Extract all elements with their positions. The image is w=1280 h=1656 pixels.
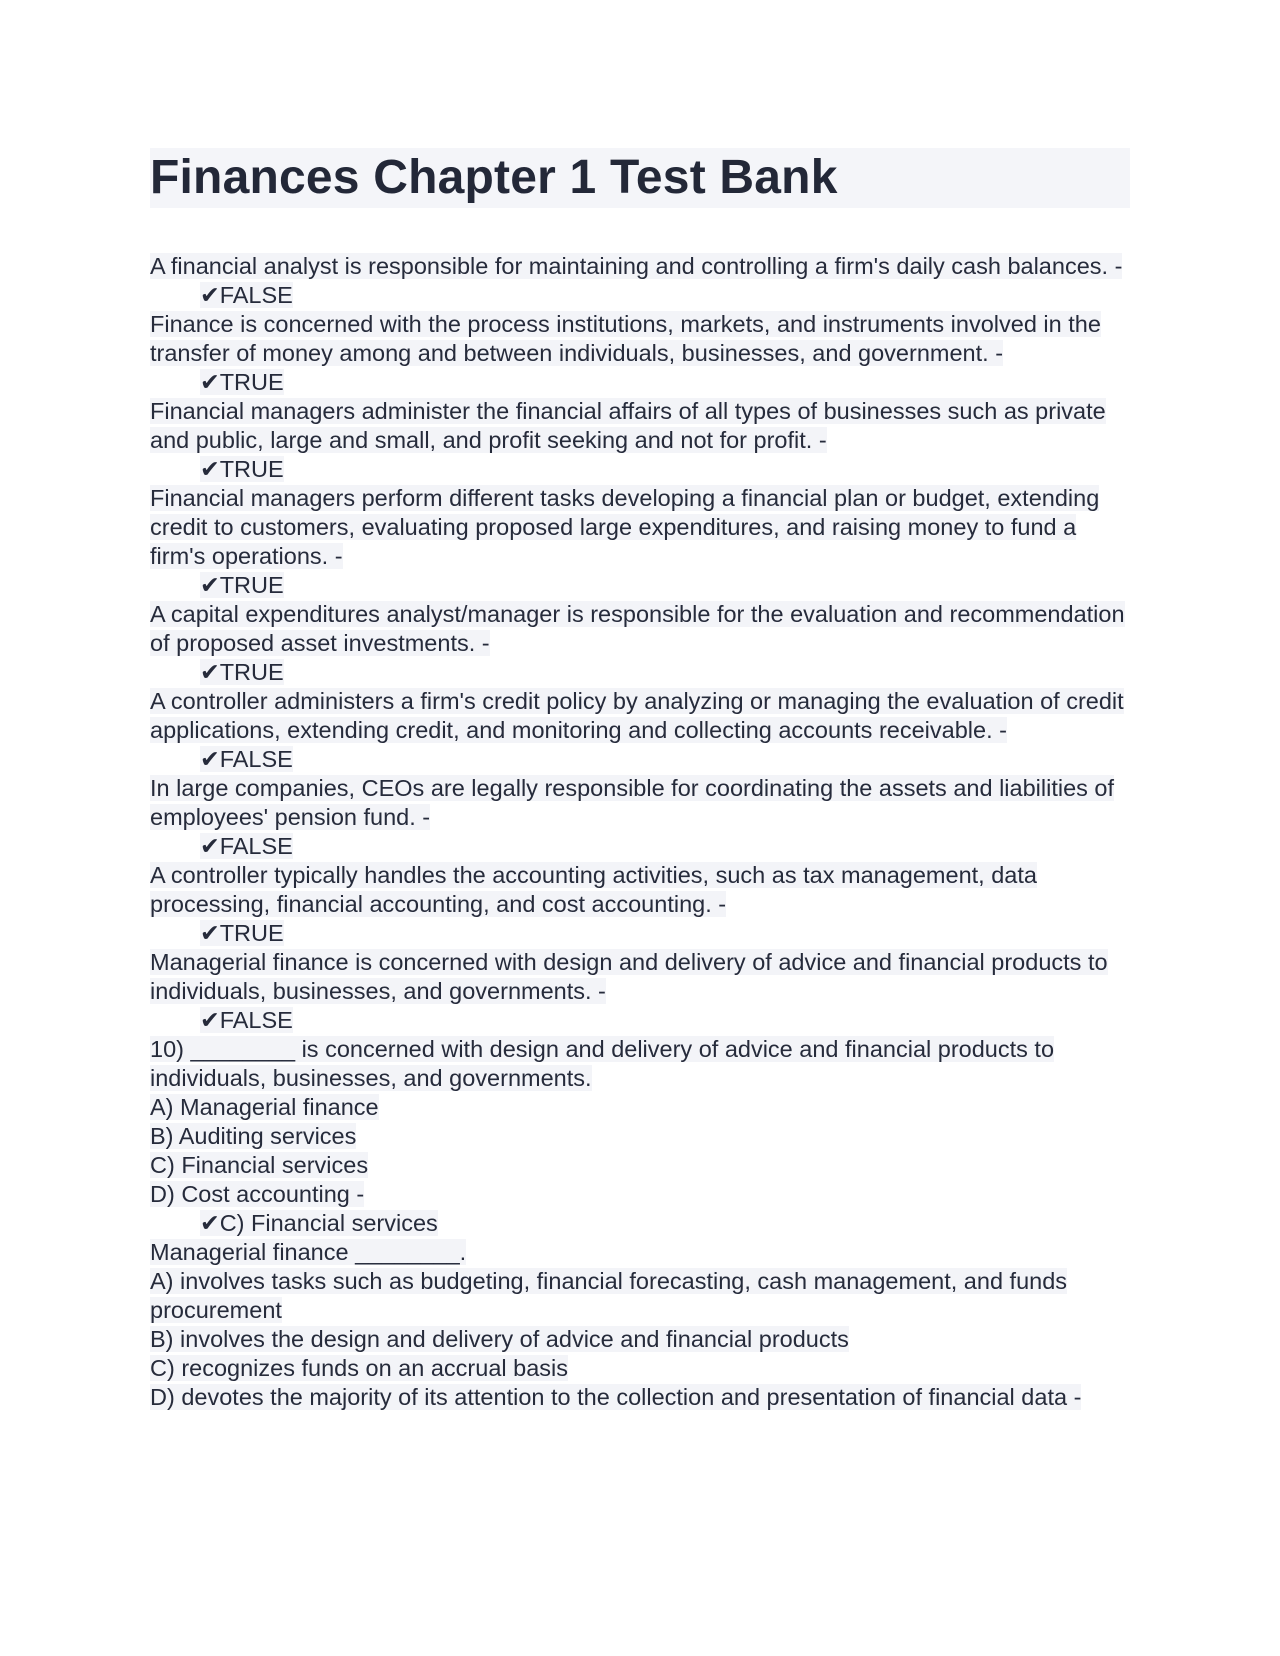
question-item xyxy=(150,310,1130,397)
answer-text: TRUE xyxy=(219,659,284,685)
option-text: A) Managerial finance xyxy=(150,1094,379,1120)
question-item xyxy=(150,687,1130,774)
option-text: A) involves tasks such as budgeting, financial forecasting, cash management, and funds procurement xyxy=(150,1268,1068,1323)
option-text: D) devotes the majority of its attention to the collection and presentation of financial data - xyxy=(150,1384,1082,1410)
question-item xyxy=(150,252,1130,310)
question-text: Managerial finance ________. xyxy=(150,1239,467,1265)
answer-text: TRUE xyxy=(219,572,284,598)
answer-text: FALSE xyxy=(219,746,293,772)
check-icon: ✔ xyxy=(200,456,220,482)
question-text: Financial managers perform different tasks developing a financial plan or budget, extending credit to customers, evaluating proposed large expenditures, and raising money to fund a firm's operations. - xyxy=(150,485,1100,569)
question-item xyxy=(150,484,1130,600)
question-text: A controller typically handles the accounting activities, such as tax management, data processing, financial accounting, and cost accounting. - xyxy=(150,862,1037,917)
answer-text: FALSE xyxy=(219,282,293,308)
question-item xyxy=(150,1238,1130,1412)
option-text: B) involves the design and delivery of advice and financial products xyxy=(150,1326,849,1352)
check-icon: ✔ xyxy=(200,282,220,308)
question-text: A financial analyst is responsible for maintaining and controlling a firm's daily cash balances. - xyxy=(150,253,1123,279)
answer-text: FALSE xyxy=(219,1007,293,1033)
answer-line xyxy=(150,745,1130,774)
document-title: Finances Chapter 1 Test Bank xyxy=(150,151,838,204)
answer-line xyxy=(150,281,1130,310)
title-band xyxy=(150,148,1130,208)
answer-line xyxy=(150,658,1130,687)
question-text: 10) ________ is concerned with design and delivery of advice and financial products to individuals, businesses, and governments. xyxy=(150,1036,1055,1091)
question-text: In large companies, CEOs are legally responsible for coordinating the assets and liabilities of employees' pension fund. - xyxy=(150,775,1115,830)
answer-text: C) Financial services xyxy=(219,1210,438,1236)
question-item xyxy=(150,600,1130,687)
check-icon: ✔ xyxy=(200,572,220,598)
question-text: Finance is concerned with the process institutions, markets, and instruments involved in the transfer of money among and between individuals, businesses, and government. - xyxy=(150,311,1101,366)
answer-line xyxy=(150,368,1130,397)
answer-text: FALSE xyxy=(219,833,293,859)
document-page xyxy=(150,148,1130,1412)
question-text: A controller administers a firm's credit policy by analyzing or managing the evaluation of credit applications, extending credit, and monitoring and collecting accounts receivable. - xyxy=(150,688,1124,743)
question-list xyxy=(150,252,1130,1412)
answer-line xyxy=(150,832,1130,861)
question-item xyxy=(150,948,1130,1035)
check-icon: ✔ xyxy=(200,920,220,946)
check-icon: ✔ xyxy=(200,1007,220,1033)
option-text: C) recognizes funds on an accrual basis xyxy=(150,1355,568,1381)
check-icon: ✔ xyxy=(200,746,220,772)
answer-text: TRUE xyxy=(219,456,284,482)
option-text: C) Financial services xyxy=(150,1152,369,1178)
question-text: Financial managers administer the financial affairs of all types of businesses such as private and public, large and small, and profit seeking and not for profit. - xyxy=(150,398,1106,453)
question-text: Managerial finance is concerned with design and delivery of advice and financial products to individuals, businesses, and governments. - xyxy=(150,949,1108,1004)
question-item xyxy=(150,774,1130,861)
question-text: A capital expenditures analyst/manager is responsible for the evaluation and recommendation of proposed asset investments. - xyxy=(150,601,1125,656)
question-item xyxy=(150,861,1130,948)
question-item xyxy=(150,1035,1130,1238)
answer-line xyxy=(150,571,1130,600)
answer-line xyxy=(150,455,1130,484)
answer-text: TRUE xyxy=(219,369,284,395)
answer-line xyxy=(150,919,1130,948)
answer-text: TRUE xyxy=(219,920,284,946)
answer-line xyxy=(150,1209,1130,1238)
check-icon: ✔ xyxy=(200,659,220,685)
option-text: B) Auditing services xyxy=(150,1123,357,1149)
check-icon: ✔ xyxy=(200,833,220,859)
answer-line xyxy=(150,1006,1130,1035)
check-icon: ✔ xyxy=(200,1210,220,1236)
check-icon: ✔ xyxy=(200,369,220,395)
option-text: D) Cost accounting - xyxy=(150,1181,365,1207)
question-item xyxy=(150,397,1130,484)
